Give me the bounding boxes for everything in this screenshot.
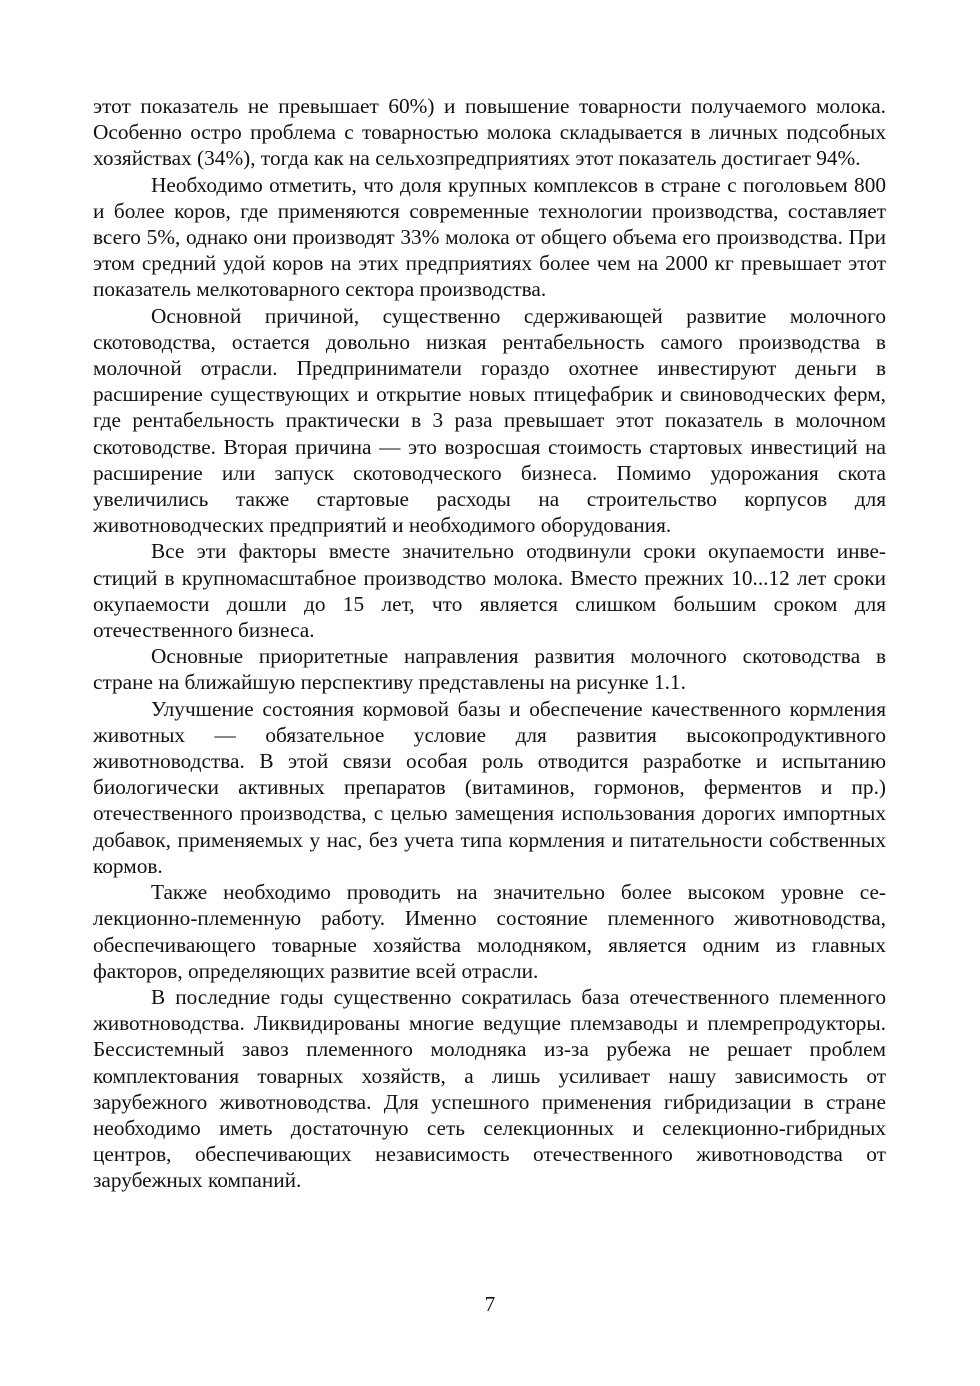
paragraph: Основные приоритетные направления развития молочного скотоводства в стране на ближайшую перспективу представлены на рисунке 1.1. (93, 644, 886, 695)
paragraph-continuation: этот показатель не превышает 60%) и повышение товарности получаемого молока. Особенно остро проблема с товарностью молока складывается в личных подсобных хозяйствах (34%), тогда как на сельхозпредприятиях этот показатель достигает 94%. (93, 94, 886, 171)
page-number: 7 (484, 1292, 496, 1316)
paragraph: Улучшение состояния кормовой базы и обеспечение качественного кормления животных — обязательное условие для развития высокопродуктивного животноводства. В этой связи особая роль отводится разработке и испытанию биологически активных препаратов (витаминов, гормонов, ферментов и пр.) отечественного производства, с целью замещения использования дорогих импортных добавок, применяемых у нас, без учета типа кормления и питательности собственных кормов. (93, 696, 886, 878)
paragraph: В последние годы существенно сократилась база отечественного племенного животноводства. Ликвидированы многие ведущие племзаводы и племрепродукторы. Бессистемный завоз племенного молодняка из-за рубежа не решает проблем комплектования товарных хозяйств, а лишь усиливает нашу зависимость от зарубежного животноводства. Для успешного применения гибридизации в стране необходимо иметь достаточную сеть селекционных и селекционно-гибридных центров, обеспечивающих независимость отечественного животноводства от зарубежных компаний. (93, 984, 886, 1193)
body-text (93, 93, 886, 1194)
paragraph: Необходимо отметить, что доля крупных комплексов в стране с поголовьем 800 и более коров, где применяются современные технологии производства, составляет всего 5%, однако они производят 33% молока от общего объема его производства. При этом средний удой коров на этих предприятиях более чем на 2000 кг превышает этот показатель мелкотоварного сектора производства. (93, 172, 886, 302)
paragraph: Основной причиной, существенно сдерживающей развитие молочного скотоводства, остается довольно низкая рентабельность самого производства в молочной отрасли. Предприниматели гораздо охотнее инвестируют деньги в расширение существующих и открытие новых птицефабрик и свиноводческих ферм, где рентабельность практически в 3 раза превышает этот показатель в молочном скотоводстве. Вторая причина — это возросшая стоимость стартовых инвестиций на расширение или запуск скотоводческого бизнеса. Помимо удорожания скота увеличились также стартовые расходы на строительство корпусов для животноводческих предприятий и необходимого оборудования. (93, 303, 886, 538)
paragraph: Все эти факторы вместе значительно отодвинули сроки окупаемости инвестиций в крупномасштабное производство молока. Вместо прежних 10...12 лет сроки окупаемости дошли до 15 лет, что является слишком большим сроком для отечественного бизнеса. (93, 539, 886, 643)
paragraph: Также необходимо проводить на значительно более высоком уровне селекционно-племенную работу. Именно состояние племенного животноводства, обеспечивающего товарные хозяйства молодняком, является одним из главных факторов, определяющих развитие всей отрасли. (93, 880, 886, 983)
